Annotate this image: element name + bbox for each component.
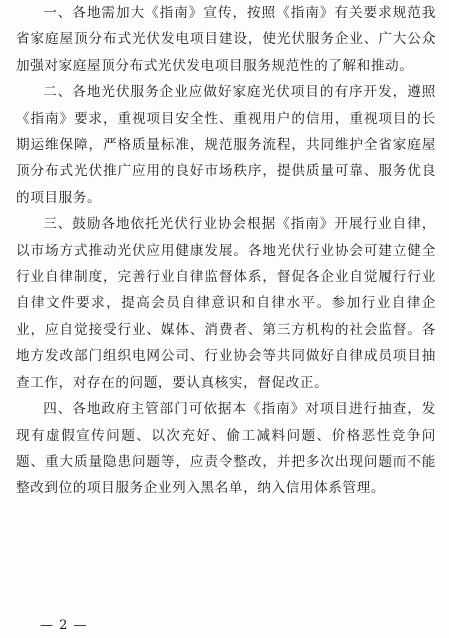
document-body — [16, 0, 436, 502]
page-number: — 2 — — [40, 618, 88, 633]
paragraph-2: 二、各地光伏服务企业应做好家庭光伏项目的有序开发，遵照《指南》要求，重视项目安全性、重视用户的信用，重视项目的长期运维保障，严格质量标准，规范服务流程，共同维护全省家庭屋顶分布式光伏推广应用的良好市场秩序，提供质量可靠、服务优良的项目服务。 — [16, 84, 436, 206]
paragraph-4: 四、各地政府主管部门可依据本《指南》对项目进行抽查，发现有虚假宣传问题、以次充好、偷工减料问题、价格恶性竞争问题、重大质量隐患问题等，应责令整改，并把多次出现问题而不能整改到位的项目服务企业列入黑名单，纳入信用体系管理。 — [16, 401, 436, 497]
paragraph-1: 一、各地需加大《指南》宣传，按照《指南》有关要求规范我省家庭屋顶分布式光伏发电项目建设，使光伏服务企业、广大公众加强对家庭屋顶分布式光伏发电项目服务规范性的了解和推动。 — [16, 5, 436, 74]
paragraph-3: 三、鼓励各地依托光伏行业协会根据《指南》开展行业自律，以市场方式推动光伏应用健康发展。各地光伏行业协会可建立健全行业自律制度，完善行业自律监督体系，督促各企业自觉履行行业自律文件要求，提高会员自律意识和自律水平。参加行业自律企业，应自觉接受行业、媒体、消费者、第三方机构的社会监督。各地方发改部门组织电网公司、行业协会等共同做好自律成员项目抽查工作，对存在的问题，要认真核实，督促改正。 — [16, 216, 436, 391]
